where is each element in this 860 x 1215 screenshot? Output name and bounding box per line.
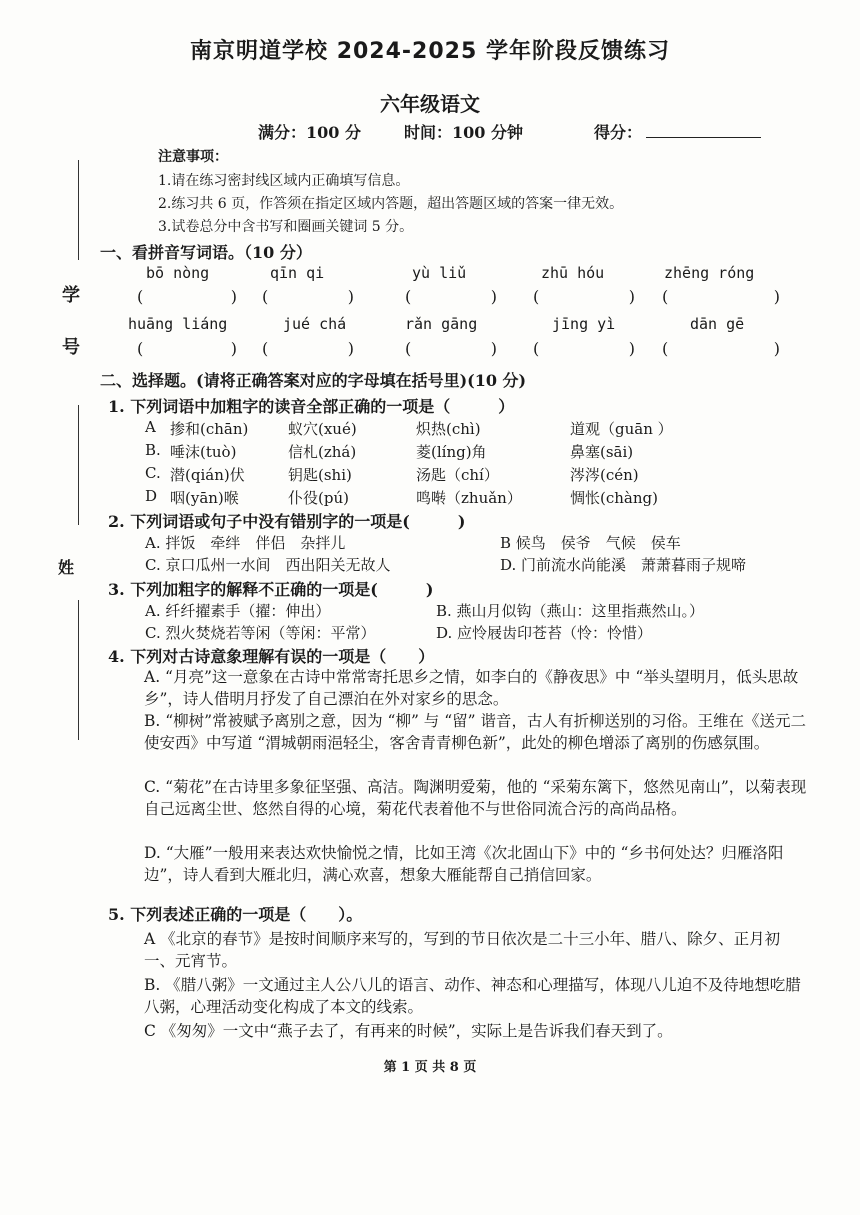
question-3-stem: 3. 下列加粗字的解释不正确的一项是( ): [108, 580, 434, 599]
q1-option-letter[interactable]: D: [145, 487, 158, 505]
section-1-title: 一、看拼音写词语。（10 分）: [100, 243, 312, 262]
answer-blank[interactable]: ( ): [662, 339, 780, 358]
answer-blank[interactable]: ( ): [262, 339, 354, 358]
q1-option-word: 咽(yān)喉: [170, 489, 239, 507]
binding-line-top: [78, 160, 79, 260]
q5-option-a[interactable]: A 《北京的春节》是按时间顺序来写的，写到的节日依次是二十三小年、腊八、除夕、正月初一、元宵节。: [144, 930, 781, 970]
pinyin-item: zhēng róng: [664, 264, 755, 282]
question-1-stem: 1. 下列词语中加粗字的读音全部正确的一项是（ ）: [108, 397, 515, 416]
q1-option-word: 鼻塞(sāi): [570, 443, 634, 461]
q2-option-b[interactable]: B 候鸟 侯爷 气候 侯车: [500, 534, 681, 552]
pinyin-item: zhū hóu: [541, 264, 605, 282]
q1-option-word: 信札(zhá): [288, 443, 357, 461]
pinyin-item: huāng liáng: [128, 315, 228, 333]
full-score: 满分：100 分: [258, 123, 361, 142]
pinyin-item: rǎn gāng: [405, 315, 478, 333]
score-field[interactable]: [594, 120, 761, 143]
q1-option-word: 惆怅(chàng): [570, 489, 658, 507]
score-blank[interactable]: [646, 125, 761, 138]
q3-option-a[interactable]: A. 纤纤擢素手（擢：伸出）: [145, 602, 331, 620]
q1-option-word: 鸣啭（zhuǎn）: [416, 489, 522, 507]
answer-blank[interactable]: ( ): [137, 339, 237, 358]
time-limit: 时间：100 分钟: [404, 123, 523, 142]
q1-option-word: 蚁穴(xué): [288, 420, 357, 438]
q1-option-word: 涔涔(cén): [570, 466, 639, 484]
q3-option-b[interactable]: B. 燕山月似钩（燕山：这里指燕然山。）: [436, 602, 705, 620]
score-label: 得分：: [594, 123, 643, 142]
page-number: 第 1 页 共 8 页: [383, 1060, 477, 1075]
q5-option-b[interactable]: B. 《腊八粥》一文通过主人公八儿的语言、动作、神态和心理描写，体现八儿迫不及待地想吃腊八粥，心理活动变化构成了本文的线索。: [144, 976, 801, 1016]
q1-option-word: 仆役(pú): [288, 489, 349, 507]
q1-option-letter[interactable]: B.: [145, 441, 161, 459]
exam-title: 南京明道学校 2024-2025 学年阶段反馈练习: [190, 39, 670, 64]
margin-label-student-id: 学 号: [59, 285, 80, 370]
pinyin-item: yù liǔ: [412, 264, 467, 282]
answer-blank[interactable]: ( ): [137, 287, 237, 306]
notes-heading: 注意事项：: [158, 149, 228, 165]
q1-option-word: 汤匙（chí）: [416, 466, 499, 484]
q1-option-word: 掺和(chān): [170, 420, 249, 438]
section-2-title: 二、选择题。(请将正确答案对应的字母填在括号里)(10 分): [100, 371, 527, 390]
answer-blank[interactable]: ( ): [405, 339, 497, 358]
q2-option-a[interactable]: A. 拌饭 牵绊 伴侣 杂拌儿: [145, 534, 346, 552]
q4-option-a[interactable]: A. “月亮”这一意象在古诗中常常寄托思乡之情，如李白的《静夜思》中 “举头望明月，低头思故乡”，诗人借明月抒发了自己漂泊在外对家乡的思念。: [144, 668, 799, 708]
binding-line-middle: [78, 405, 79, 525]
q4-option-c[interactable]: C. “菊花”在古诗里多象征坚强、高洁。陶渊明爱菊，他的 “采菊东篱下，悠然见南山”，以菊表现自己远离尘世、悠然自得的心境，菊花代表着他不与世俗同流合污的高尚品格。: [144, 778, 807, 818]
note-item: 3.试卷总分中含书写和圈画关键词 5 分。: [158, 219, 414, 235]
exam-subtitle: 六年级语文: [380, 92, 480, 116]
note-item: 2.练习共 6 页，作答须在指定区域内答题，超出答题区域的答案一律无效。: [158, 196, 624, 212]
q3-option-c[interactable]: C. 烈火焚烧若等闲（等闲：平常）: [145, 624, 376, 642]
q1-option-word: 潜(qián)伏: [170, 466, 245, 484]
q1-option-word: 钥匙(shi): [288, 466, 352, 484]
question-2-stem: 2. 下列词语或句子中没有错别字的一项是( ): [108, 512, 466, 531]
q3-option-d[interactable]: D. 应怜屐齿印苍苔（怜：怜惜）: [436, 624, 653, 642]
binding-line-bottom: [78, 600, 79, 740]
q4-option-b[interactable]: B. “柳树”常被赋予离别之意，因为 “柳” 与 “留” 谐音，古人有折柳送别的习俗。王维在《送元二使安西》中写道 “渭城朝雨浥轻尘，客舍青青柳色新”，此处的柳色增添了离别的伤感氛围。: [144, 712, 806, 752]
q1-option-letter[interactable]: A: [145, 418, 156, 436]
q1-option-word: 菱(líng)角: [416, 443, 487, 461]
answer-blank[interactable]: ( ): [662, 287, 780, 306]
q1-option-letter[interactable]: C.: [145, 464, 161, 482]
q1-option-word: 道观（guān ）: [570, 420, 673, 438]
q2-option-c[interactable]: C. 京口瓜州一水间 西出阳关无故人: [145, 556, 391, 574]
q5-option-c[interactable]: C 《匆匆》一文中“燕子去了，有再来的时候”，实际上是告诉我们春天到了。: [144, 1022, 673, 1040]
question-5-stem: 5. 下列表述正确的一项是（ ）。: [108, 905, 363, 924]
q4-option-d[interactable]: D. “大雁”一般用来表达欢快愉悦之情，比如王湾《次北固山下》中的 “乡书何处达？归雁洛阳边”，诗人看到大雁北归，满心欢喜，想象大雁能帮自己捎信回家。: [144, 844, 784, 884]
answer-blank[interactable]: ( ): [533, 287, 635, 306]
q2-option-d[interactable]: D. 门前流水尚能溪 萧萧暮雨子规啼: [500, 556, 747, 574]
pinyin-item: jué chá: [283, 315, 347, 333]
pinyin-item: dān gē: [690, 315, 745, 333]
margin-label-name: 姓: [58, 558, 75, 577]
question-4-stem: 4. 下列对古诗意象理解有误的一项是（ ）: [108, 647, 435, 666]
note-item: 1.请在练习密封线区域内正确填写信息。: [158, 173, 410, 189]
q1-option-word: 炽热(chì): [416, 420, 481, 438]
answer-blank[interactable]: ( ): [262, 287, 354, 306]
pinyin-item: bō nòng: [146, 264, 210, 282]
answer-blank[interactable]: ( ): [533, 339, 635, 358]
pinyin-item: jīng yì: [552, 315, 616, 333]
pinyin-item: qīn qi: [270, 264, 325, 282]
answer-blank[interactable]: ( ): [405, 287, 497, 306]
q1-option-word: 唾沫(tuò): [170, 443, 237, 461]
